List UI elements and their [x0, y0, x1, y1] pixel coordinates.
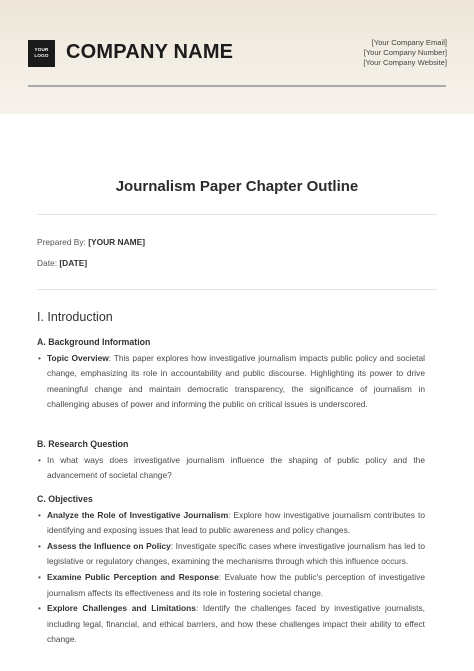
list-item: • In what ways does investigative journalism influence the shaping of public policy and the advancement of societal change?	[37, 453, 425, 484]
company-logo	[28, 40, 55, 67]
item-text: : Identify the challenges faced by investigative journalists, including legal, financial, and ethical barriers, and how these challenges impact their ability to effect change.	[47, 603, 425, 645]
item-text: : Explore how investigative journalism contributes to identifying and exposing issues that lead to public awareness and policy changes.	[47, 509, 425, 536]
document-date	[37, 258, 87, 268]
prepared-by	[37, 237, 145, 247]
company-contact	[363, 38, 447, 68]
header-divider	[28, 85, 446, 87]
item-label: Assess the Influence on Policy	[47, 540, 171, 551]
document-title: Journalism Paper Chapter Outline	[115, 178, 359, 195]
item-text: : This paper explores how investigative journalism impacts public policy and societal change, emphasizing its role in accountability and public discourse. Highlighting its power to drive meaningful change and maintain democratic transparency, the significance of journalism in challenging abuses of power and informing the public on critical issues is underscored.	[47, 352, 425, 410]
date-label: Date:	[37, 258, 58, 268]
section-c	[37, 492, 425, 648]
item-label: Examine Public Perception and Response	[47, 571, 219, 582]
research-question-heading: B. Research Question	[37, 439, 129, 449]
item-label: Analyze the Role of Investigative Journalism	[47, 509, 229, 520]
company-name: COMPANY NAME	[66, 41, 234, 63]
item-text: : Evaluate how the public's perception of investigative journalism affects its effectiveness and its role in fostering societal change.	[47, 571, 425, 598]
logo-line-1: YOUR	[34, 47, 49, 52]
logo-line-2: LOGO	[34, 52, 49, 58]
company-email: [Your Company Email]	[371, 38, 447, 47]
item-label: Explore Challenges and Limitations	[47, 603, 196, 614]
section-a	[37, 335, 425, 413]
section-b	[37, 437, 425, 484]
company-number: [Your Company Number]	[363, 48, 447, 57]
date-value: [DATE]	[59, 258, 88, 268]
list-item	[37, 539, 425, 570]
list-item	[37, 570, 425, 601]
title-divider	[37, 214, 437, 215]
meta-divider	[37, 289, 437, 290]
list-item	[37, 351, 425, 413]
item-label: Topic Overview	[47, 352, 109, 363]
prepared-by-value: [YOUR NAME]	[88, 237, 145, 247]
section-introduction-title: I. Introduction	[37, 310, 113, 324]
item-text: : Investigate specific cases where investigative journalism has led to legislative or regulatory changes, examining the mechanisms through which this influence occurs.	[47, 540, 426, 567]
background-information-heading: A. Background Information	[37, 337, 151, 347]
company-website: [Your Company Website]	[363, 58, 447, 67]
document-header	[0, 0, 474, 114]
list-item	[37, 601, 425, 648]
objectives-heading: C. Objectives	[37, 494, 93, 504]
list-item	[37, 508, 425, 539]
prepared-by-label: Prepared By:	[37, 237, 86, 247]
